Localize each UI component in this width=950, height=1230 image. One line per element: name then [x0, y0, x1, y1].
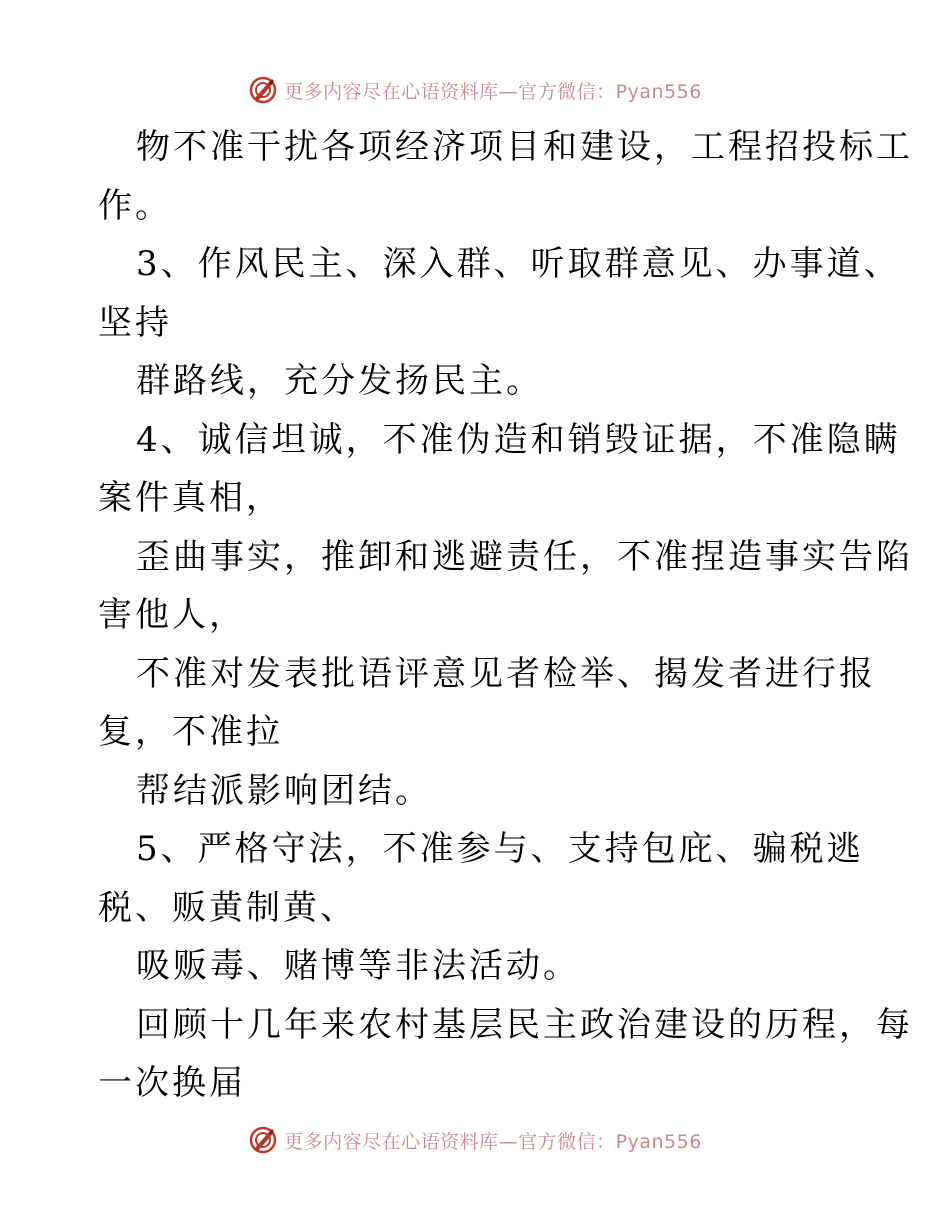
text-line: 作。 [98, 185, 172, 226]
header-watermark [0, 70, 950, 110]
text-line: 吸贩毒、赌博等非法活动。 [136, 946, 580, 986]
text-line: 群路线，充分发扬民主。 [136, 361, 543, 401]
text-line: 歪曲事实，推卸和逃避责任，不准捏造事实告陷 [136, 536, 913, 577]
text-line: 回顾十几年来农村基层民主政治建设的历程，每 [136, 1004, 913, 1045]
text-line: 帮结派影响团结。 [136, 770, 432, 811]
text-line: 不准对发表批语评意见者检举、揭发者进行报 [136, 653, 876, 694]
text-line: 税、贩黄制黄、 [98, 887, 357, 928]
text-line: 5、严格守法，不准参与、支持包庇、骗税逃 [136, 829, 864, 869]
text-line: 坚持 [98, 302, 172, 343]
pen-logo-icon [248, 75, 278, 105]
text-line: 害他人， [98, 595, 246, 635]
watermark-text: 更多内容尽在心语资料库—官方微信：Pyan556 [284, 1130, 702, 1153]
text-line: 3、作风民主、深入群、听取群意见、办事道、 [136, 244, 901, 284]
document-body [98, 118, 913, 1113]
pen-logo-icon [248, 1125, 278, 1155]
text-line: 4、诚信坦诚，不准伪造和销毁证据，不准隐瞒 [136, 419, 901, 460]
text-line: 一次换届 [98, 1063, 246, 1103]
text-line: 物不准干扰各项经济项目和建设，工程招投标工 [136, 127, 913, 167]
text-line: 复，不准拉 [98, 712, 283, 752]
watermark-text: 更多内容尽在心语资料库—官方微信：Pyan556 [284, 80, 702, 103]
footer-watermark [0, 1120, 950, 1160]
text-line: 案件真相， [98, 478, 283, 518]
